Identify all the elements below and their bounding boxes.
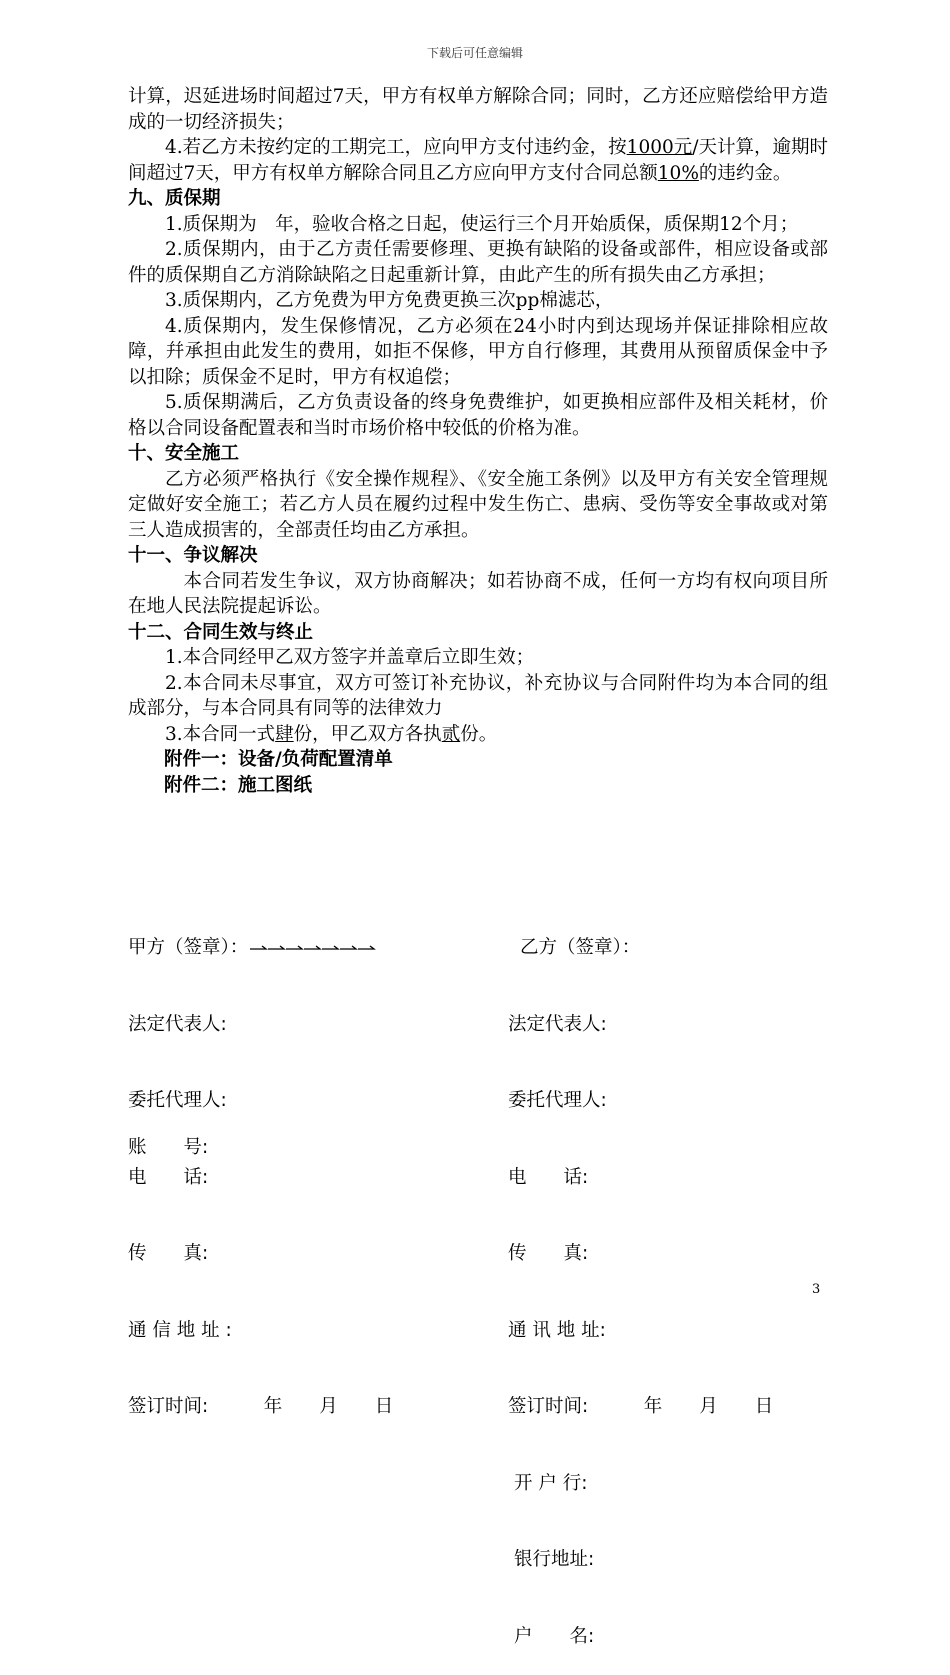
- penalty-daily-amount: 1000元: [626, 137, 693, 158]
- penalty-text-a: 4.若乙方未按约定的工期完工，应向甲方支付违约金，按: [165, 137, 627, 158]
- warranty-item-2: 2.质保期内，由于乙方责任需要修理、更换有缺陷的设备或部件，相应设备或部件的质保期自乙方消除缺陷之日起重新计算，由此产生的所有损失由乙方承担；: [128, 239, 828, 286]
- party-b-fax: 传 真:: [508, 1243, 589, 1264]
- paragraph-penalty: [128, 135, 828, 186]
- arrow-marks-icon: [248, 943, 378, 953]
- document-body: [128, 84, 828, 798]
- penalty-text-c: /天计算，逾期时间超过7天，甲方有权单方解除合同且乙方应向甲方支付合同总额: [128, 137, 829, 184]
- section-11-heading: 十一、争议解决: [128, 545, 258, 566]
- section-10-heading: 十、安全施工: [128, 443, 240, 464]
- party-b-account-name: 户 名:: [514, 1625, 595, 1647]
- party-b-bank-address: 银行地址:: [514, 1549, 595, 1570]
- copies-text-e: 份。: [460, 723, 498, 745]
- penalty-text-e: 的违约金。: [698, 162, 792, 184]
- page-number: 3: [812, 1282, 821, 1297]
- effect-item-2: 2.本合同未尽事宜，双方可签订补充协议，补充协议与合同附件均为本合同的组成部分，与本合同具有同等的法律效力: [128, 672, 828, 719]
- copies-text-a: 3.本合同一式: [165, 723, 276, 745]
- party-a-address: 通 信 地 址 :: [128, 1319, 232, 1341]
- party-a-tel: 电 话:: [128, 1166, 209, 1188]
- party-a-agent: 委托代理人:: [128, 1090, 227, 1111]
- effect-item-1: 1.本合同经甲乙双方签字并盖章后立即生效；: [165, 647, 535, 668]
- warranty-item-3: 3.质保期内，乙方免费为甲方免费更换三次pp棉滤芯，: [165, 290, 614, 311]
- effect-item-3: [128, 722, 828, 748]
- party-a-fax: 传 真:: [128, 1243, 209, 1264]
- safety-paragraph: 乙方必须严格执行《安全操作规程》、《安全施工条例》以及甲方有关安全管理规定做好安全施工；若乙方人员在履约过程中发生伤亡、患病、受伤等安全事故或对第三人造成损害的，全部责任均由乙方承担。: [128, 468, 828, 541]
- attachment-2: 附件二：施工图纸: [164, 774, 313, 796]
- party-b-agent: 委托代理人:: [508, 1090, 607, 1111]
- warranty-item-5: 5.质保期满后，乙方负责设备的终身免费维护，如更换相应部件及相关耗材，价格以合同设备配置表和当时市场价格中较低的价格为准。: [128, 392, 828, 439]
- party-b-tel: 电 话:: [508, 1166, 589, 1188]
- party-a-label: 甲方（签章）：: [128, 937, 249, 958]
- copies-total: 肆: [275, 723, 294, 745]
- page-header: 下载后可任意编辑: [426, 46, 523, 60]
- party-a-rep: 法定代表人:: [128, 1013, 227, 1035]
- copies-each: 贰: [441, 723, 461, 745]
- party-b-block: [508, 884, 773, 1675]
- party-a-block: [128, 884, 393, 1445]
- party-b-bank: 开 户 行:: [514, 1472, 588, 1494]
- party-b-rep: 法定代表人:: [508, 1013, 607, 1035]
- attachment-1: 附件一：设备/负荷配置清单: [164, 749, 393, 770]
- warranty-item-1: 1.质保期为 年，验收合格之日起，使运行三个月开始质保，质保期12个月；: [165, 213, 799, 235]
- warranty-item-4: 4.质保期内，发生保修情况，乙方必须在24小时内到达现场并保证排除相应故障，幷承担由此发生的费用，如拒不保修，甲方自行修理，其费用从预留质保金中予以扣除；质保金不足时，甲方有权追偿；: [128, 315, 828, 388]
- party-b-address: 通 讯 地 址:: [508, 1319, 606, 1341]
- account-number: 账 号:: [128, 1137, 209, 1158]
- party-a-date: 签订时间: 年 月 日: [128, 1396, 394, 1417]
- party-b-label: 乙方（签章）：: [520, 937, 641, 958]
- penalty-percent: 10%: [657, 162, 699, 184]
- copies-text-c: 份，甲乙双方各执: [293, 723, 442, 745]
- party-b-date: 签订时间: 年 月 日: [508, 1396, 774, 1417]
- section-9-heading: 九、质保期: [128, 188, 221, 209]
- section-12-heading: 十二、合同生效与终止: [128, 621, 314, 643]
- dispute-paragraph: 本合同若发生争议，双方协商解决；如若协商不成，任何一方均有权向项目所在地人民法院提起诉讼。: [128, 570, 828, 617]
- paragraph-delay: 计算，迟延进场时间超过7天，甲方有权单方解除合同；同时，乙方还应赔偿给甲方造成的一切经济损失；: [128, 86, 828, 133]
